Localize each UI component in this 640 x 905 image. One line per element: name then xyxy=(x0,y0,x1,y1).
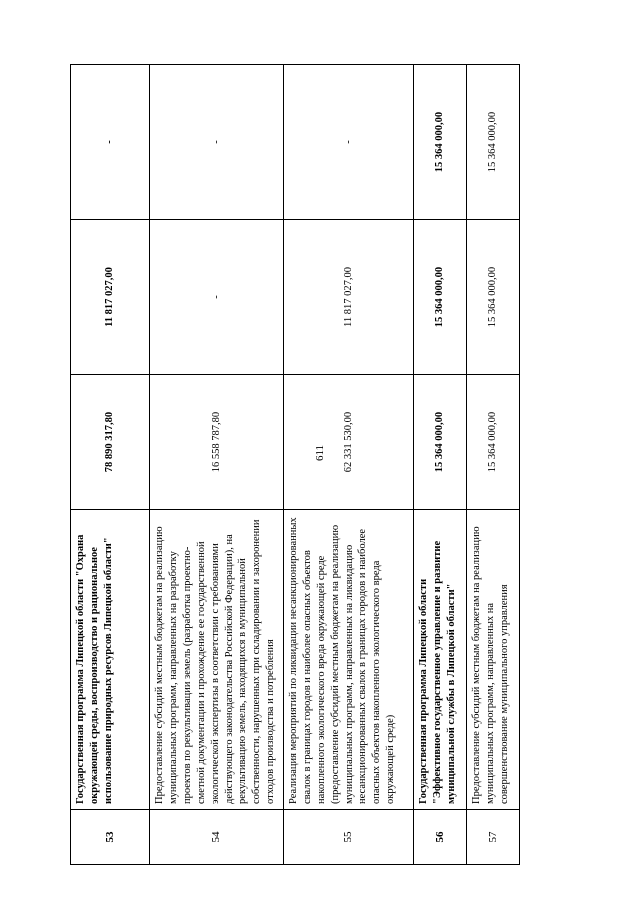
table-row xyxy=(467,65,520,865)
row-amount-2: 11 817 027,00 xyxy=(71,220,150,375)
row-amount-2: 15 364 000,00 xyxy=(414,220,467,375)
row-description: Предоставление субсидий местным бюджетам на реализацию муниципальных программ, направленных на разработку проектов по рекультивации земель (разработка проектно-сметной документации и прохождение ее государственной экологической экспертизы в соответствии с требованиями действующего законодательства Российской Федерации), на рекультивацию земель, находящихся в муниципальной собственности, нарушенных при складировании и захоронении отходов производства и потребления xyxy=(150,510,284,810)
row-number: 54 xyxy=(150,810,284,865)
row-amount-3: - xyxy=(71,65,150,220)
row-amount-1: 78 890 317,80 xyxy=(71,375,150,510)
row-amount-1: 62 331 530,00 xyxy=(284,375,414,510)
row-description: Государственная программа Липецкой области "Охрана окружающей среды, воспроизводство и рациональное использование природных ресурсов Липецкой области" xyxy=(71,510,150,810)
row-amount-2: 11 817 027,00 xyxy=(284,220,414,375)
row-number: 57 xyxy=(467,810,520,865)
budget-table-container xyxy=(70,65,520,865)
table-row xyxy=(71,65,150,865)
row-amount-1: 16 558 787,80 xyxy=(150,375,284,510)
row-amount-1: 15 364 000,00 xyxy=(467,375,520,510)
row-number: 53 xyxy=(71,810,150,865)
row-amount-3: 15 364 000,00 xyxy=(414,65,467,220)
row-amount-2: 15 364 000,00 xyxy=(467,220,520,375)
row-description: Предоставление субсидий местным бюджетам на реализацию муниципальных программ, направленных на совершенствование муниципального управления xyxy=(467,510,520,810)
row-amount-1: 15 364 000,00 xyxy=(414,375,467,510)
row-amount-2: - xyxy=(150,220,284,375)
table-row xyxy=(150,65,284,865)
table-row xyxy=(284,65,414,865)
row-description: Государственная программа Липецкой области "Эффективное государственное управление и развитие муниципальной службы в Липецкой области" xyxy=(414,510,467,810)
budget-table xyxy=(70,64,520,865)
row-amount-3: - xyxy=(150,65,284,220)
row-description: Реализация мероприятий по ликвидации несанкционированных свалок в границах городов и наиболее опасных объектов накопленного экологического вреда окружающей среде (предоставление субсидий местным бюджетам на реализацию муниципальных программ, направленных на ликвидацию несанкционированных свалок в границах городов и наиболее опасных объектов накопленного экологического вреда окружающей среде) xyxy=(284,510,414,810)
table-row xyxy=(414,65,467,865)
page-number: 611 xyxy=(314,444,326,462)
row-number: 56 xyxy=(414,810,467,865)
row-amount-3: - xyxy=(284,65,414,220)
row-amount-3: 15 364 000,00 xyxy=(467,65,520,220)
row-number: 55 xyxy=(284,810,414,865)
